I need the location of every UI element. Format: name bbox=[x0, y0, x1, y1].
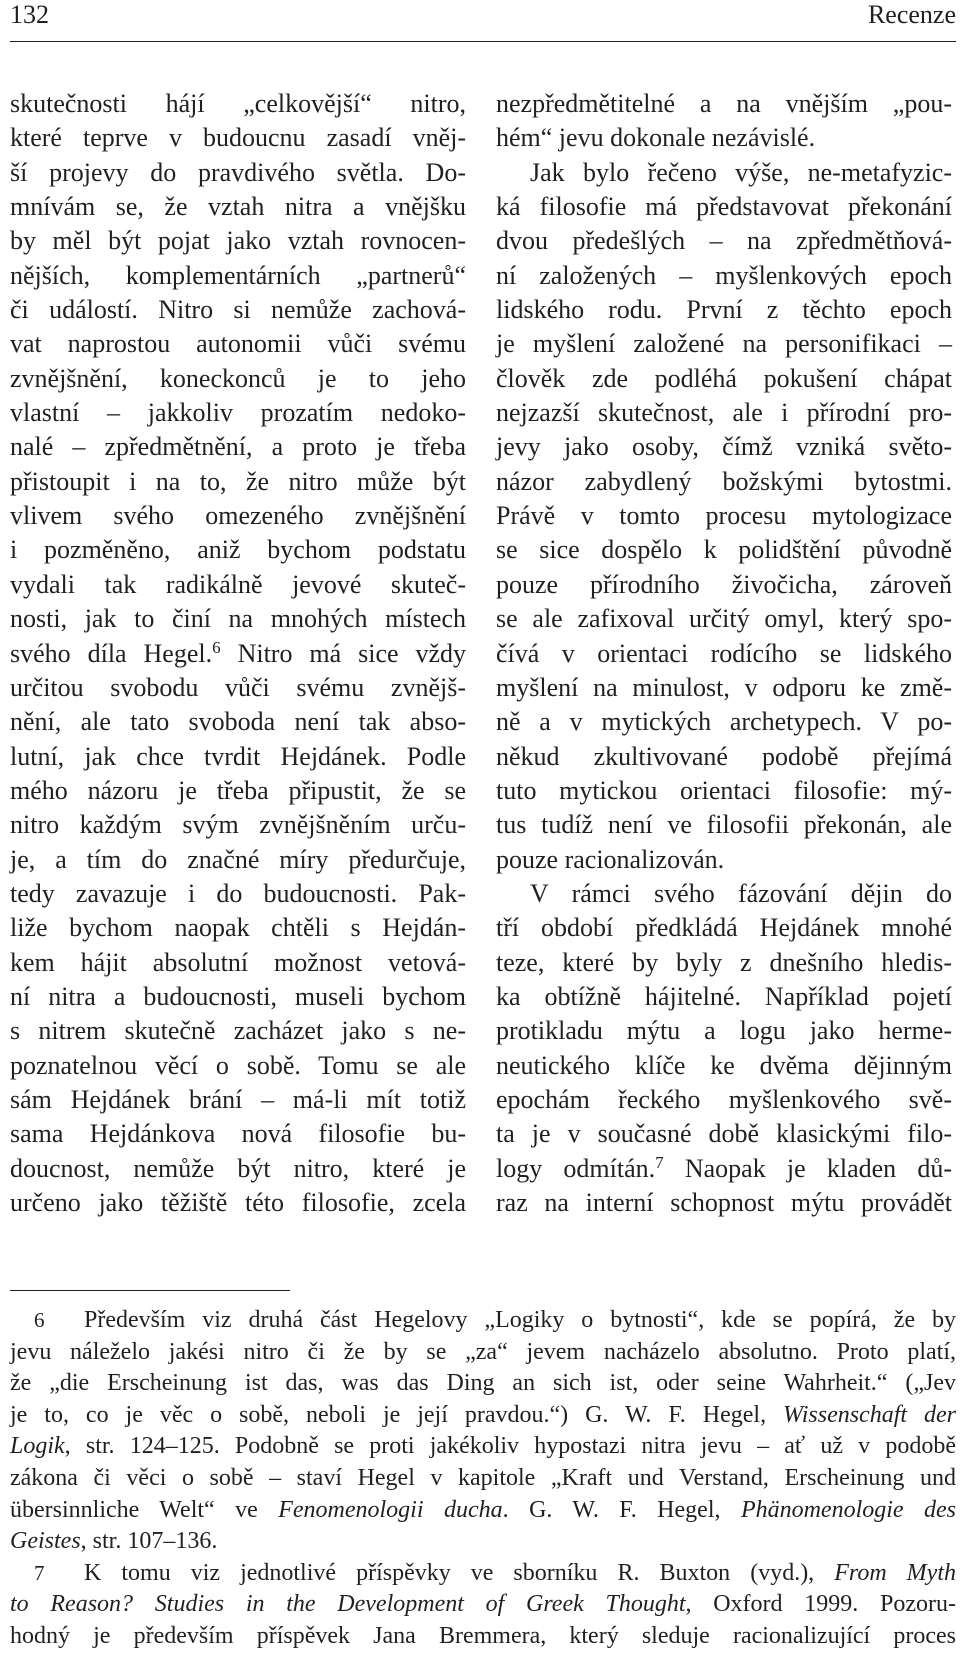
text-line: vat naprostou autonomii vůči svému bbox=[10, 329, 466, 359]
footnote-6-line bbox=[10, 1495, 956, 1527]
footnote-7-line: hodný je především příspěvek Jana Bremmera, který sleduje racionalizující proces bbox=[10, 1622, 956, 1649]
text-fragment: , str. 124–125. Podobně se proti jakékoliv hypostazi nitra jevu – ať už v podobě bbox=[64, 1433, 956, 1460]
text-fragment: svého díla Hegel. bbox=[10, 638, 213, 668]
text-line: nějších, komplementárních „partnerů“ bbox=[10, 260, 466, 290]
text-line: Jak bylo řečeno výše, ne-metafyzic- bbox=[530, 157, 952, 187]
text-line: ší projevy do pravdivého světla. Do- bbox=[10, 157, 466, 187]
citation-title: Phänomenologie des bbox=[740, 1496, 957, 1523]
text-line: s nitrem skutečně zacházet jako s ne- bbox=[10, 1016, 466, 1046]
text-line: doucnost, nemůže být nitro, které je bbox=[10, 1153, 466, 1183]
text-line: názor zabydlený božskými bytostmi. bbox=[496, 466, 952, 496]
text-fragment: K tomu viz jednotlivé příspěvky ve sborníku R. Buxton (vyd.), bbox=[84, 1559, 835, 1586]
text-fragment: Naopak je kladen dů- bbox=[663, 1153, 952, 1183]
text-line: sám Hejdánek brání – má-li mít totiž bbox=[10, 1084, 466, 1114]
text-line: člověk zde podléhá pokušení chápat bbox=[496, 363, 952, 393]
text-line: neutického klíče ke dvěma dějinným bbox=[496, 1050, 952, 1080]
text-line: nezpředmětitelné a na vnějším „pou- bbox=[496, 89, 952, 118]
text-line: ta je v současné době klasickými filo- bbox=[496, 1119, 952, 1149]
citation-title: Fenomenologii ducha bbox=[278, 1496, 503, 1523]
text-line: ní založených – myšlenkových epoch bbox=[496, 260, 952, 290]
text-line: vlastní – jakkoliv prozatím nedoko- bbox=[10, 398, 466, 428]
left-column bbox=[10, 87, 466, 1220]
text-fragment: je to, co je věc o sobě, neboli je její pravdou.“) G. W. F. Hegel, bbox=[10, 1401, 784, 1428]
footnote-6-line bbox=[10, 1526, 956, 1558]
footnote-6-line bbox=[10, 1431, 956, 1463]
text-line: nalé – zpředmětnění, a proto je třeba bbox=[10, 432, 466, 462]
footnote-number: 7 bbox=[34, 1560, 45, 1585]
text-line: které teprve v budoucnu zasadí vněj- bbox=[10, 123, 466, 153]
text-line: zvnějšnění, koneckonců je to jeho bbox=[10, 363, 466, 393]
text-line: určeno jako těžiště této filosofie, zcela bbox=[10, 1188, 466, 1217]
citation-title: Wissenschaft der bbox=[783, 1401, 956, 1428]
text-line: tedy zavazuje i do budoucnosti. Pak- bbox=[10, 878, 466, 908]
text-line: protikladu mýtu a logu jako herme- bbox=[496, 1016, 952, 1046]
text-line: je myšlení založené na personifikaci – bbox=[496, 329, 952, 359]
text-line: ně a v mytických archetypech. V po- bbox=[496, 707, 952, 737]
text-line: pouze racionalizován. bbox=[496, 844, 725, 874]
running-header bbox=[10, 0, 956, 34]
text-line: se ale zafixoval určitý omyl, který spo- bbox=[496, 604, 952, 634]
text-line: někud zkultivované podobě přejímá bbox=[496, 741, 952, 771]
text-fragment: übersinnliche Welt“ ve bbox=[10, 1496, 279, 1523]
text-line: liže bychom naopak chtěli s Hejdán- bbox=[10, 913, 466, 943]
text-line: teze, které by byly z dnešního hledis- bbox=[496, 947, 952, 977]
footnotes bbox=[10, 1305, 956, 1653]
text-line: lidského rodu. První z těchto epoch bbox=[496, 295, 952, 325]
text-line: tuto mytickou orientaci filosofie: mý- bbox=[496, 775, 952, 805]
section-title: Recenze bbox=[867, 0, 956, 29]
text-line: Právě v tomto procesu mytologizace bbox=[496, 501, 952, 531]
text-line: pouze přírodního živočicha, zároveň bbox=[496, 569, 952, 599]
text-line: jevy jako osoby, čímž vzniká světo- bbox=[496, 432, 952, 462]
page-number: 132 bbox=[10, 0, 49, 29]
text-line: poznatelnou věcí o sobě. Tomu se ale bbox=[10, 1050, 466, 1080]
text-line: či událostí. Nitro si nemůže zachová- bbox=[10, 295, 466, 325]
text-line: tus tudíž není ve filosofii překonán, ale bbox=[496, 810, 952, 840]
text-line: myšlení na minulost, v odporu ke změ- bbox=[496, 672, 952, 702]
text-line: V rámci svého fázování dějin do bbox=[530, 878, 952, 908]
text-line: dvou předešlých – na zpředmětňová- bbox=[496, 226, 952, 256]
text-line bbox=[10, 637, 466, 671]
citation-title: From Myth bbox=[834, 1559, 956, 1586]
text-line: vlivem svého omezeného zvnějšnění bbox=[10, 501, 466, 531]
text-fragment: , str. 107–136. bbox=[80, 1528, 218, 1555]
text-line: nitro každým svým zvnějšněním urču- bbox=[10, 810, 466, 840]
citation-title: to Reason? Studies in the Development of Greek Thought bbox=[10, 1591, 686, 1618]
footnote-6-line: jevu náleželo jakési nitro či že by se „za“ jevem nacházelo absolutno. Proto platí, bbox=[10, 1338, 956, 1365]
footnote-6-line bbox=[10, 1400, 956, 1432]
text-line: nosti, jak to činí na mnohých místech bbox=[10, 604, 466, 634]
text-line: mého názoru je třeba připustit, že se bbox=[10, 775, 466, 805]
text-line: čívá v orientaci rodícího se lidského bbox=[496, 638, 952, 668]
text-line: přistoupit i na to, že nitro může být bbox=[10, 466, 466, 496]
footnote-separator bbox=[10, 1290, 290, 1291]
text-line: i pozměněno, aniž bychom podstatu bbox=[10, 535, 466, 565]
text-line: ní nitra a budoucnosti, museli bychom bbox=[10, 981, 466, 1011]
text-line: hém“ jevu dokonale nezávislé. bbox=[496, 123, 816, 153]
text-line: tří období předkládá Hejdánek mnohé bbox=[496, 913, 952, 943]
text-line: nejzazší skutečnost, ale i přírodní pro- bbox=[496, 398, 952, 428]
text-line: nění, ale tato svoboda není tak abso- bbox=[10, 707, 466, 737]
text-line: je, a tím do značné míry předurčuje, bbox=[10, 844, 466, 874]
footnote-ref-6[interactable]: 6 bbox=[212, 637, 221, 657]
text-line: vydali tak radikálně jevové skuteč- bbox=[10, 569, 466, 599]
text-fragment: . G. W. F. Hegel, bbox=[502, 1496, 741, 1523]
footnote-number: 6 bbox=[34, 1308, 45, 1332]
text-line: kem hájit absolutní možnost vetová- bbox=[10, 947, 466, 977]
text-fragment: logy odmítán. bbox=[496, 1153, 656, 1183]
text-line: epochám řeckého myšlenkového svě- bbox=[496, 1084, 952, 1114]
text-fragment: Nitro má sice vždy bbox=[220, 638, 467, 668]
footnote-6-line bbox=[10, 1305, 956, 1337]
text-fragment: , Oxford 1999. Pozoru- bbox=[685, 1591, 956, 1618]
citation-title: Geistes bbox=[10, 1528, 81, 1555]
footnote-7-line bbox=[10, 1558, 956, 1590]
citation-title: Logik bbox=[10, 1433, 65, 1460]
text-line: sama Hejdánkova nová filosofie bu- bbox=[10, 1119, 466, 1149]
text-line: určitou svobodu vůči svému zvnějš- bbox=[10, 672, 466, 702]
text-line: skutečnosti hájí „celkovější“ nitro, bbox=[10, 89, 466, 118]
footnote-ref-7[interactable]: 7 bbox=[655, 1152, 664, 1172]
text-fragment: Především viz druhá část Hegelovy „Logiky o bytnosti“, kde se popírá, že by bbox=[84, 1307, 956, 1333]
text-line: raz na interní schopnost mýtu provádět bbox=[496, 1188, 952, 1217]
footnote-6-line: zákona či věci o sobě – staví Hegel v kapitole „Kraft und Verstand, Erscheinung und bbox=[10, 1464, 956, 1491]
header-rule bbox=[10, 41, 956, 42]
text-line: se sice dospělo k polidštění původně bbox=[496, 535, 952, 565]
text-line: ka obtížně hájitelné. Například pojetí bbox=[496, 981, 952, 1011]
footnote-7-line bbox=[10, 1589, 956, 1621]
footnote-6-line: že „die Erscheinung ist das, was das Ding an sich ist, oder seine Wahrheit.“ („Jev bbox=[10, 1370, 956, 1397]
text-line: by měl být pojat jako vztah rovnocen- bbox=[10, 226, 466, 256]
text-line bbox=[496, 1152, 952, 1186]
text-line: mnívám se, že vztah nitra a vnějšku bbox=[10, 192, 466, 222]
right-column bbox=[496, 87, 952, 1220]
text-line: ká filosofie má představovat překonání bbox=[496, 192, 952, 222]
text-line: lutní, jak chce tvrdit Hejdánek. Podle bbox=[10, 741, 466, 771]
